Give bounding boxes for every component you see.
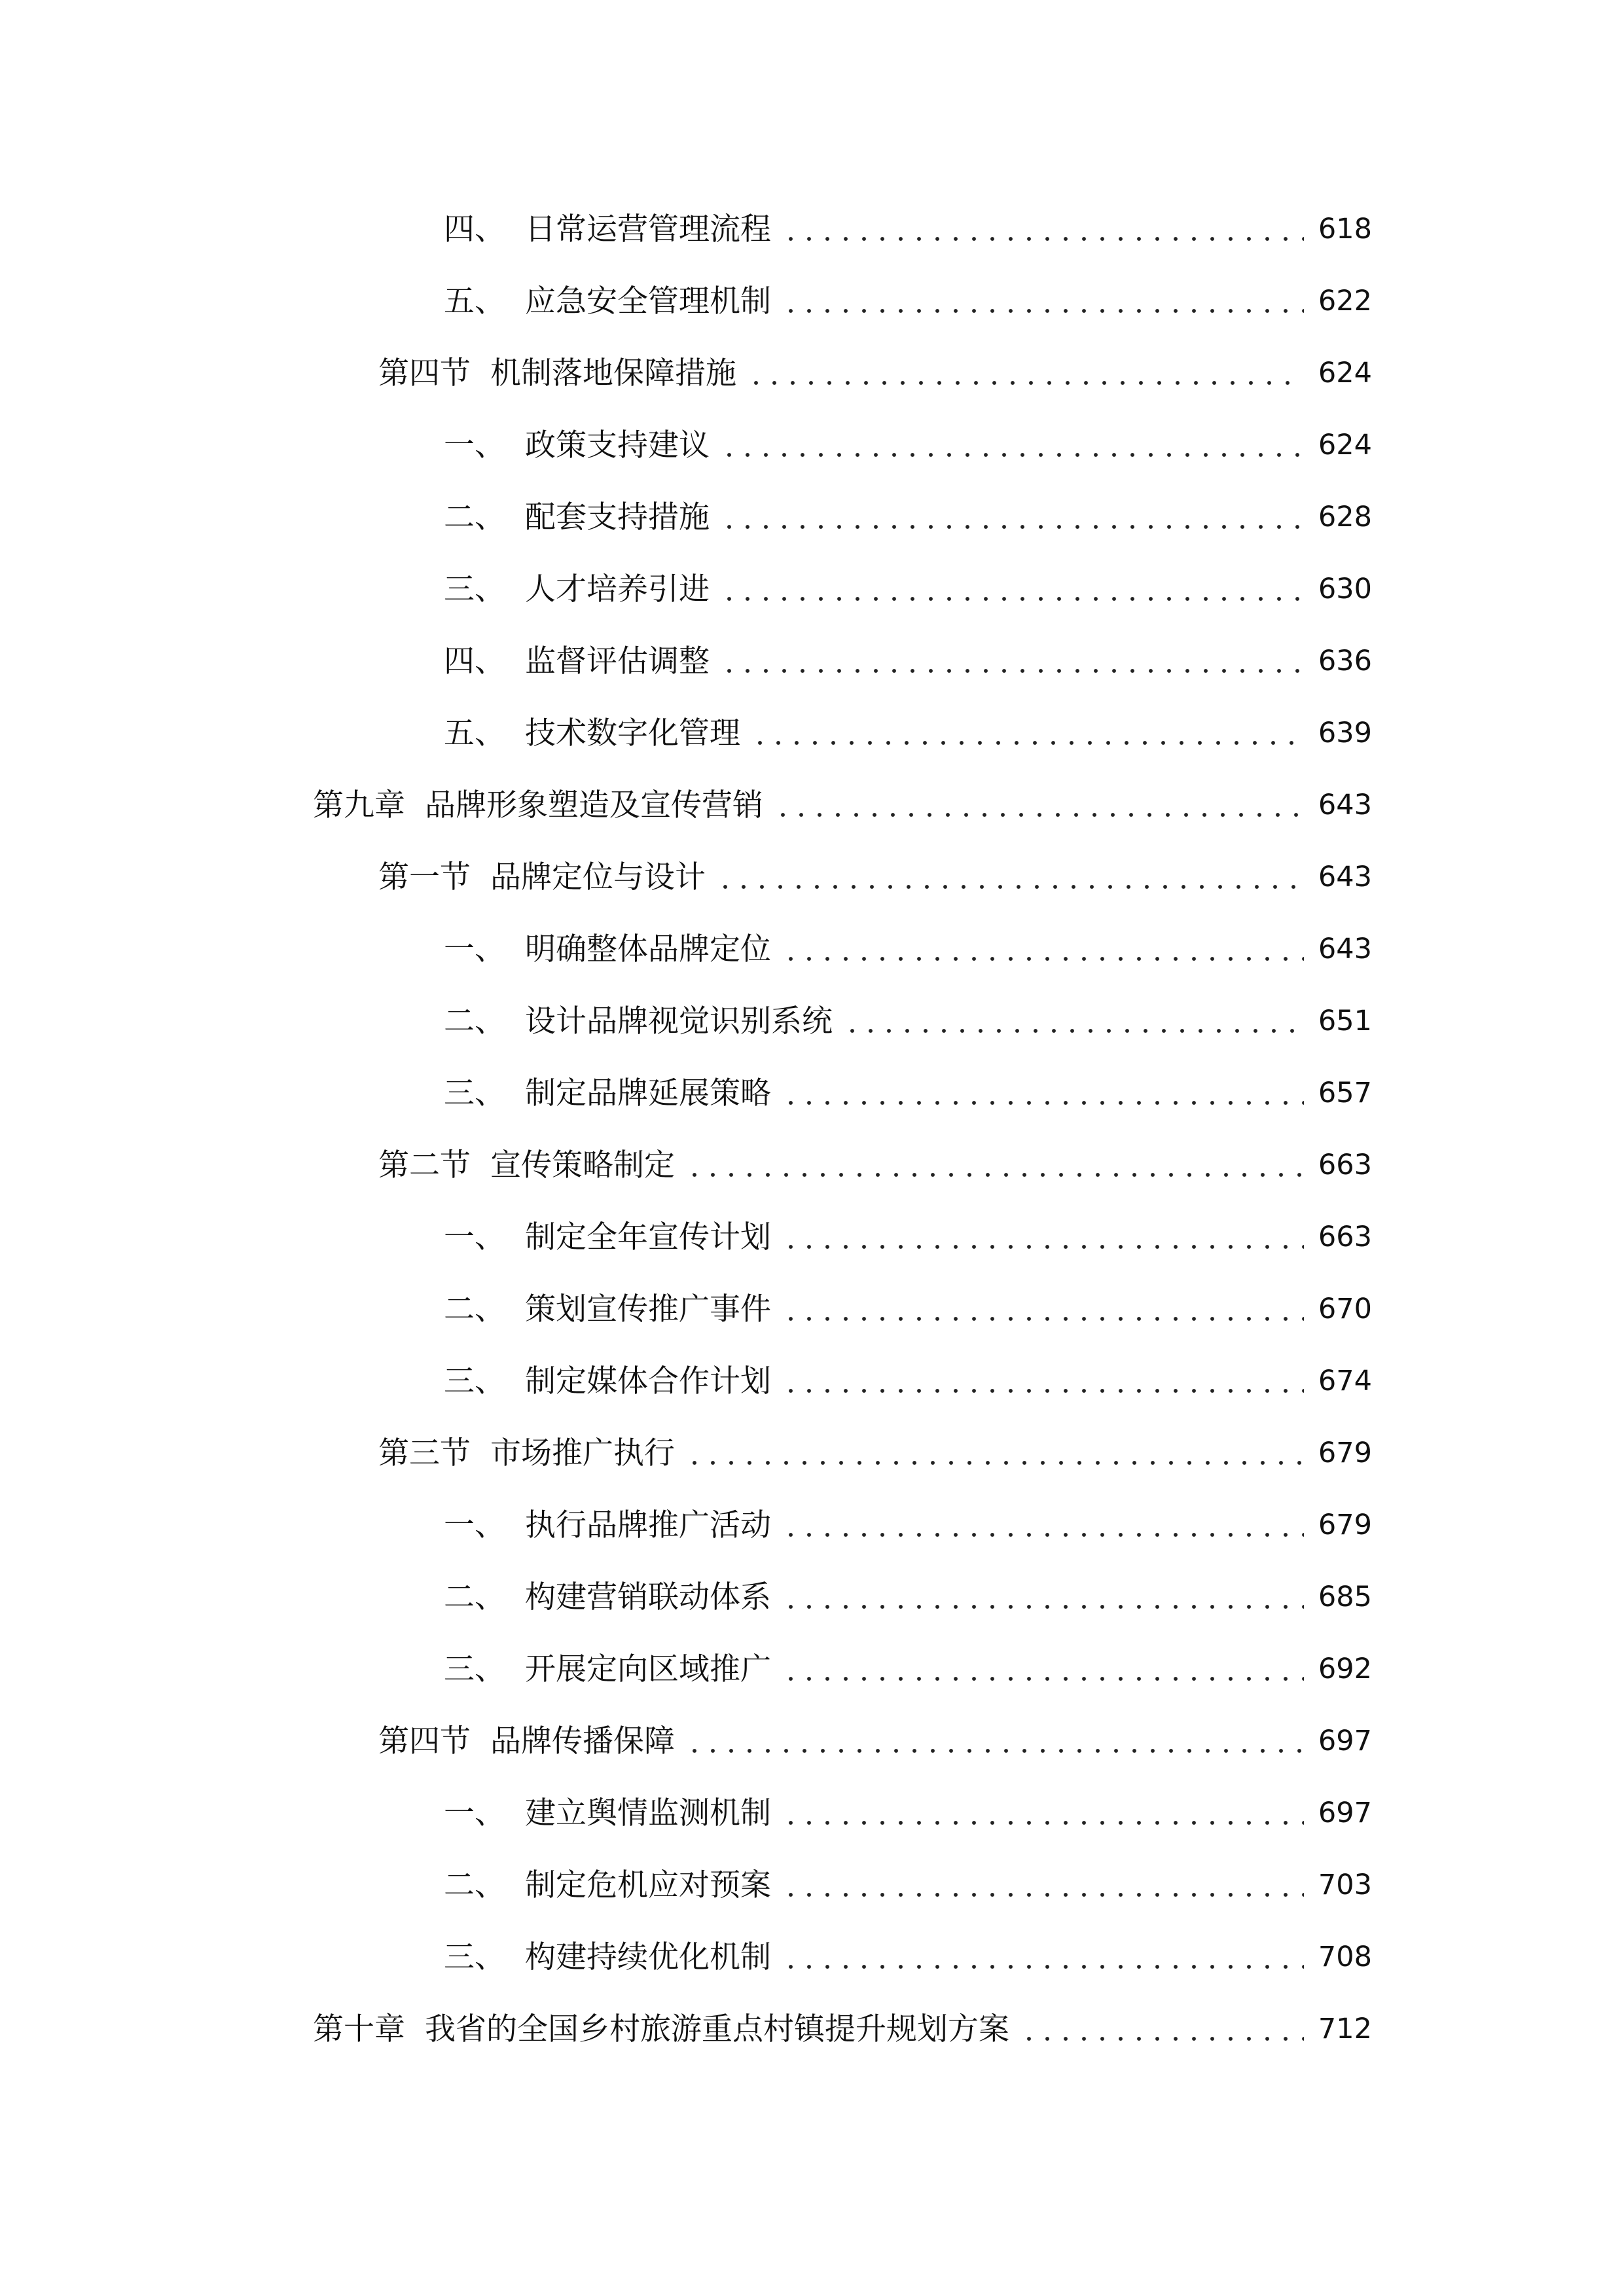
toc-entry-title: 执行品牌推广活动 [525, 1507, 771, 1543]
toc-entry-page: 674 [1318, 1364, 1372, 1397]
toc-entry-number: 第四节 [378, 1723, 471, 1759]
dot-leader [782, 308, 1304, 314]
toc-entry-page: 663 [1318, 1148, 1372, 1181]
toc-entry[interactable] [444, 704, 1372, 762]
toc-entry-title: 政策支持建议 [525, 427, 710, 463]
toc-entry[interactable] [444, 632, 1372, 691]
toc-entry-page: 643 [1318, 860, 1372, 893]
toc-entry-page: 657 [1318, 1076, 1372, 1109]
dot-leader [685, 1172, 1304, 1178]
toc-entry-number: 一、 [444, 1507, 505, 1543]
dot-leader [685, 1460, 1304, 1466]
toc-entry-number: 二、 [444, 499, 505, 535]
toc-entry-number: 四、 [444, 211, 505, 247]
dot-leader [716, 884, 1304, 890]
toc-entry[interactable] [444, 560, 1372, 619]
toc-entry-number: 五、 [444, 283, 505, 319]
toc-entry-number: 五、 [444, 715, 505, 751]
toc-entry-title: 我省的全国乡村旅游重点村镇提升规划方案 [425, 2011, 1009, 2047]
toc-entry[interactable] [313, 776, 1372, 834]
toc-entry-number: 二、 [444, 1003, 505, 1039]
toc-entry-number: 一、 [444, 1795, 505, 1831]
toc-entry[interactable] [378, 1136, 1372, 1194]
toc-entry-page: 697 [1318, 1724, 1372, 1757]
toc-entry-number: 三、 [444, 1075, 505, 1111]
toc-entry[interactable] [444, 1280, 1372, 1338]
toc-entry-title: 监督评估调整 [525, 643, 710, 679]
toc-entry[interactable] [378, 848, 1372, 906]
dot-leader [782, 236, 1304, 242]
toc-entry-title: 构建营销联动体系 [525, 1579, 771, 1615]
toc-entry-title: 开展定向区域推广 [525, 1651, 771, 1687]
toc-entry[interactable] [444, 920, 1372, 978]
toc-entry[interactable] [444, 1208, 1372, 1266]
toc-entry-page: 679 [1318, 1508, 1372, 1541]
toc-entry-title: 日常运营管理流程 [525, 211, 771, 247]
toc-entry[interactable] [313, 2000, 1372, 2058]
toc-entry-page: 636 [1318, 644, 1372, 677]
toc-entry[interactable] [378, 1712, 1372, 1770]
toc-entry-number: 第三节 [378, 1435, 471, 1471]
toc-entry-number: 第四节 [378, 355, 471, 391]
toc-entry-number: 二、 [444, 1291, 505, 1327]
toc-entry-title: 配套支持措施 [525, 499, 710, 535]
dot-leader [1020, 2036, 1304, 2042]
toc-entry-number: 三、 [444, 571, 505, 607]
toc-entry-number: 二、 [444, 1867, 505, 1903]
toc-entry[interactable] [444, 1568, 1372, 1626]
toc-entry-page: 708 [1318, 1940, 1372, 1973]
toc-entry[interactable] [444, 1064, 1372, 1122]
toc-entry[interactable] [444, 1640, 1372, 1698]
toc-entry[interactable] [444, 200, 1372, 259]
toc-entry-title: 应急安全管理机制 [525, 283, 771, 319]
toc-entry-title: 建立舆情监测机制 [525, 1795, 771, 1831]
dot-leader [782, 1604, 1304, 1610]
toc-entry-number: 一、 [444, 931, 505, 967]
toc-entry-page: 639 [1318, 716, 1372, 749]
toc-entry-title: 策划宣传推广事件 [525, 1291, 771, 1327]
toc-entry-title: 明确整体品牌定位 [525, 931, 771, 967]
toc-entry-title: 制定媒体合作计划 [525, 1363, 771, 1399]
dot-leader [720, 524, 1304, 530]
toc-entry[interactable] [444, 1496, 1372, 1554]
toc-entry-page: 703 [1318, 1868, 1372, 1901]
toc-entry[interactable] [378, 344, 1372, 403]
toc-entry-number: 第一节 [378, 859, 471, 895]
toc-entry-title: 人才培养引进 [525, 571, 710, 607]
toc-entry-title: 制定全年宣传计划 [525, 1219, 771, 1255]
toc-entry-page: 643 [1318, 788, 1372, 821]
toc-entry-number: 二、 [444, 1579, 505, 1615]
toc-entry-number: 三、 [444, 1363, 505, 1399]
toc-entry-title: 品牌形象塑造及宣传营销 [425, 787, 763, 823]
dot-leader [782, 956, 1304, 962]
dot-leader [782, 1532, 1304, 1538]
toc-entry-number: 第九章 [313, 787, 405, 823]
toc-entry[interactable] [444, 1784, 1372, 1842]
toc-entry[interactable] [444, 1352, 1372, 1410]
toc-entry-title: 品牌传播保障 [490, 1723, 675, 1759]
toc-entry-number: 第十章 [313, 2011, 405, 2047]
dot-leader [720, 452, 1304, 458]
toc-entry-number: 三、 [444, 1651, 505, 1687]
toc-entry-page: 628 [1318, 500, 1372, 533]
toc-entry[interactable] [444, 416, 1372, 475]
toc-entry-page: 692 [1318, 1652, 1372, 1685]
toc-entry-page: 679 [1318, 1436, 1372, 1469]
toc-entry-number: 第二节 [378, 1147, 471, 1183]
toc-entry-page: 624 [1318, 356, 1372, 389]
toc-entry-number: 一、 [444, 1219, 505, 1255]
dot-leader [782, 1244, 1304, 1250]
toc-entry-page: 670 [1318, 1292, 1372, 1325]
toc-entry-title: 品牌定位与设计 [490, 859, 706, 895]
dot-leader [782, 1820, 1304, 1826]
toc-entry-title: 构建持续优化机制 [525, 1939, 771, 1975]
toc-entry-title: 市场推广执行 [490, 1435, 675, 1471]
toc-entry-page: 663 [1318, 1220, 1372, 1253]
toc-entry-number: 四、 [444, 643, 505, 679]
dot-leader [782, 1316, 1304, 1322]
toc-entry-page: 618 [1318, 212, 1372, 245]
toc-entry[interactable] [378, 1424, 1372, 1482]
toc-entry-page: 630 [1318, 572, 1372, 605]
dot-leader [720, 668, 1304, 674]
toc-entry-number: 一、 [444, 427, 505, 463]
toc-entry-page: 697 [1318, 1796, 1372, 1829]
dot-leader [843, 1028, 1304, 1034]
toc-entry[interactable] [444, 992, 1372, 1050]
toc-entry-page: 685 [1318, 1580, 1372, 1613]
toc-entry[interactable] [444, 1856, 1372, 1914]
toc-entry-title: 制定危机应对预案 [525, 1867, 771, 1903]
toc-entry[interactable] [444, 272, 1372, 331]
toc-entry-title: 设计品牌视觉识别系统 [525, 1003, 833, 1039]
toc-entry-title: 制定品牌延展策略 [525, 1075, 771, 1111]
toc-entry-page: 622 [1318, 284, 1372, 317]
dot-leader [685, 1748, 1304, 1754]
dot-leader [782, 1892, 1304, 1898]
toc-entry-title: 宣传策略制定 [490, 1147, 675, 1183]
toc-entry-page: 651 [1318, 1004, 1372, 1037]
dot-leader [782, 1388, 1304, 1394]
toc-entry-page: 643 [1318, 932, 1372, 965]
dot-leader [782, 1676, 1304, 1682]
toc-entry-page: 624 [1318, 428, 1372, 461]
toc-entry-title: 技术数字化管理 [525, 715, 740, 751]
toc-entry-number: 三、 [444, 1939, 505, 1975]
dot-leader [747, 380, 1304, 386]
dot-leader [774, 812, 1304, 818]
dot-leader [720, 596, 1304, 602]
dot-leader [782, 1964, 1304, 1970]
dot-leader [782, 1100, 1304, 1106]
toc-entry-title: 机制落地保障措施 [490, 355, 736, 391]
toc-entry-page: 712 [1318, 2012, 1372, 2045]
dot-leader [751, 740, 1304, 746]
toc-entry[interactable] [444, 1928, 1372, 1986]
toc-entry[interactable] [444, 488, 1372, 547]
